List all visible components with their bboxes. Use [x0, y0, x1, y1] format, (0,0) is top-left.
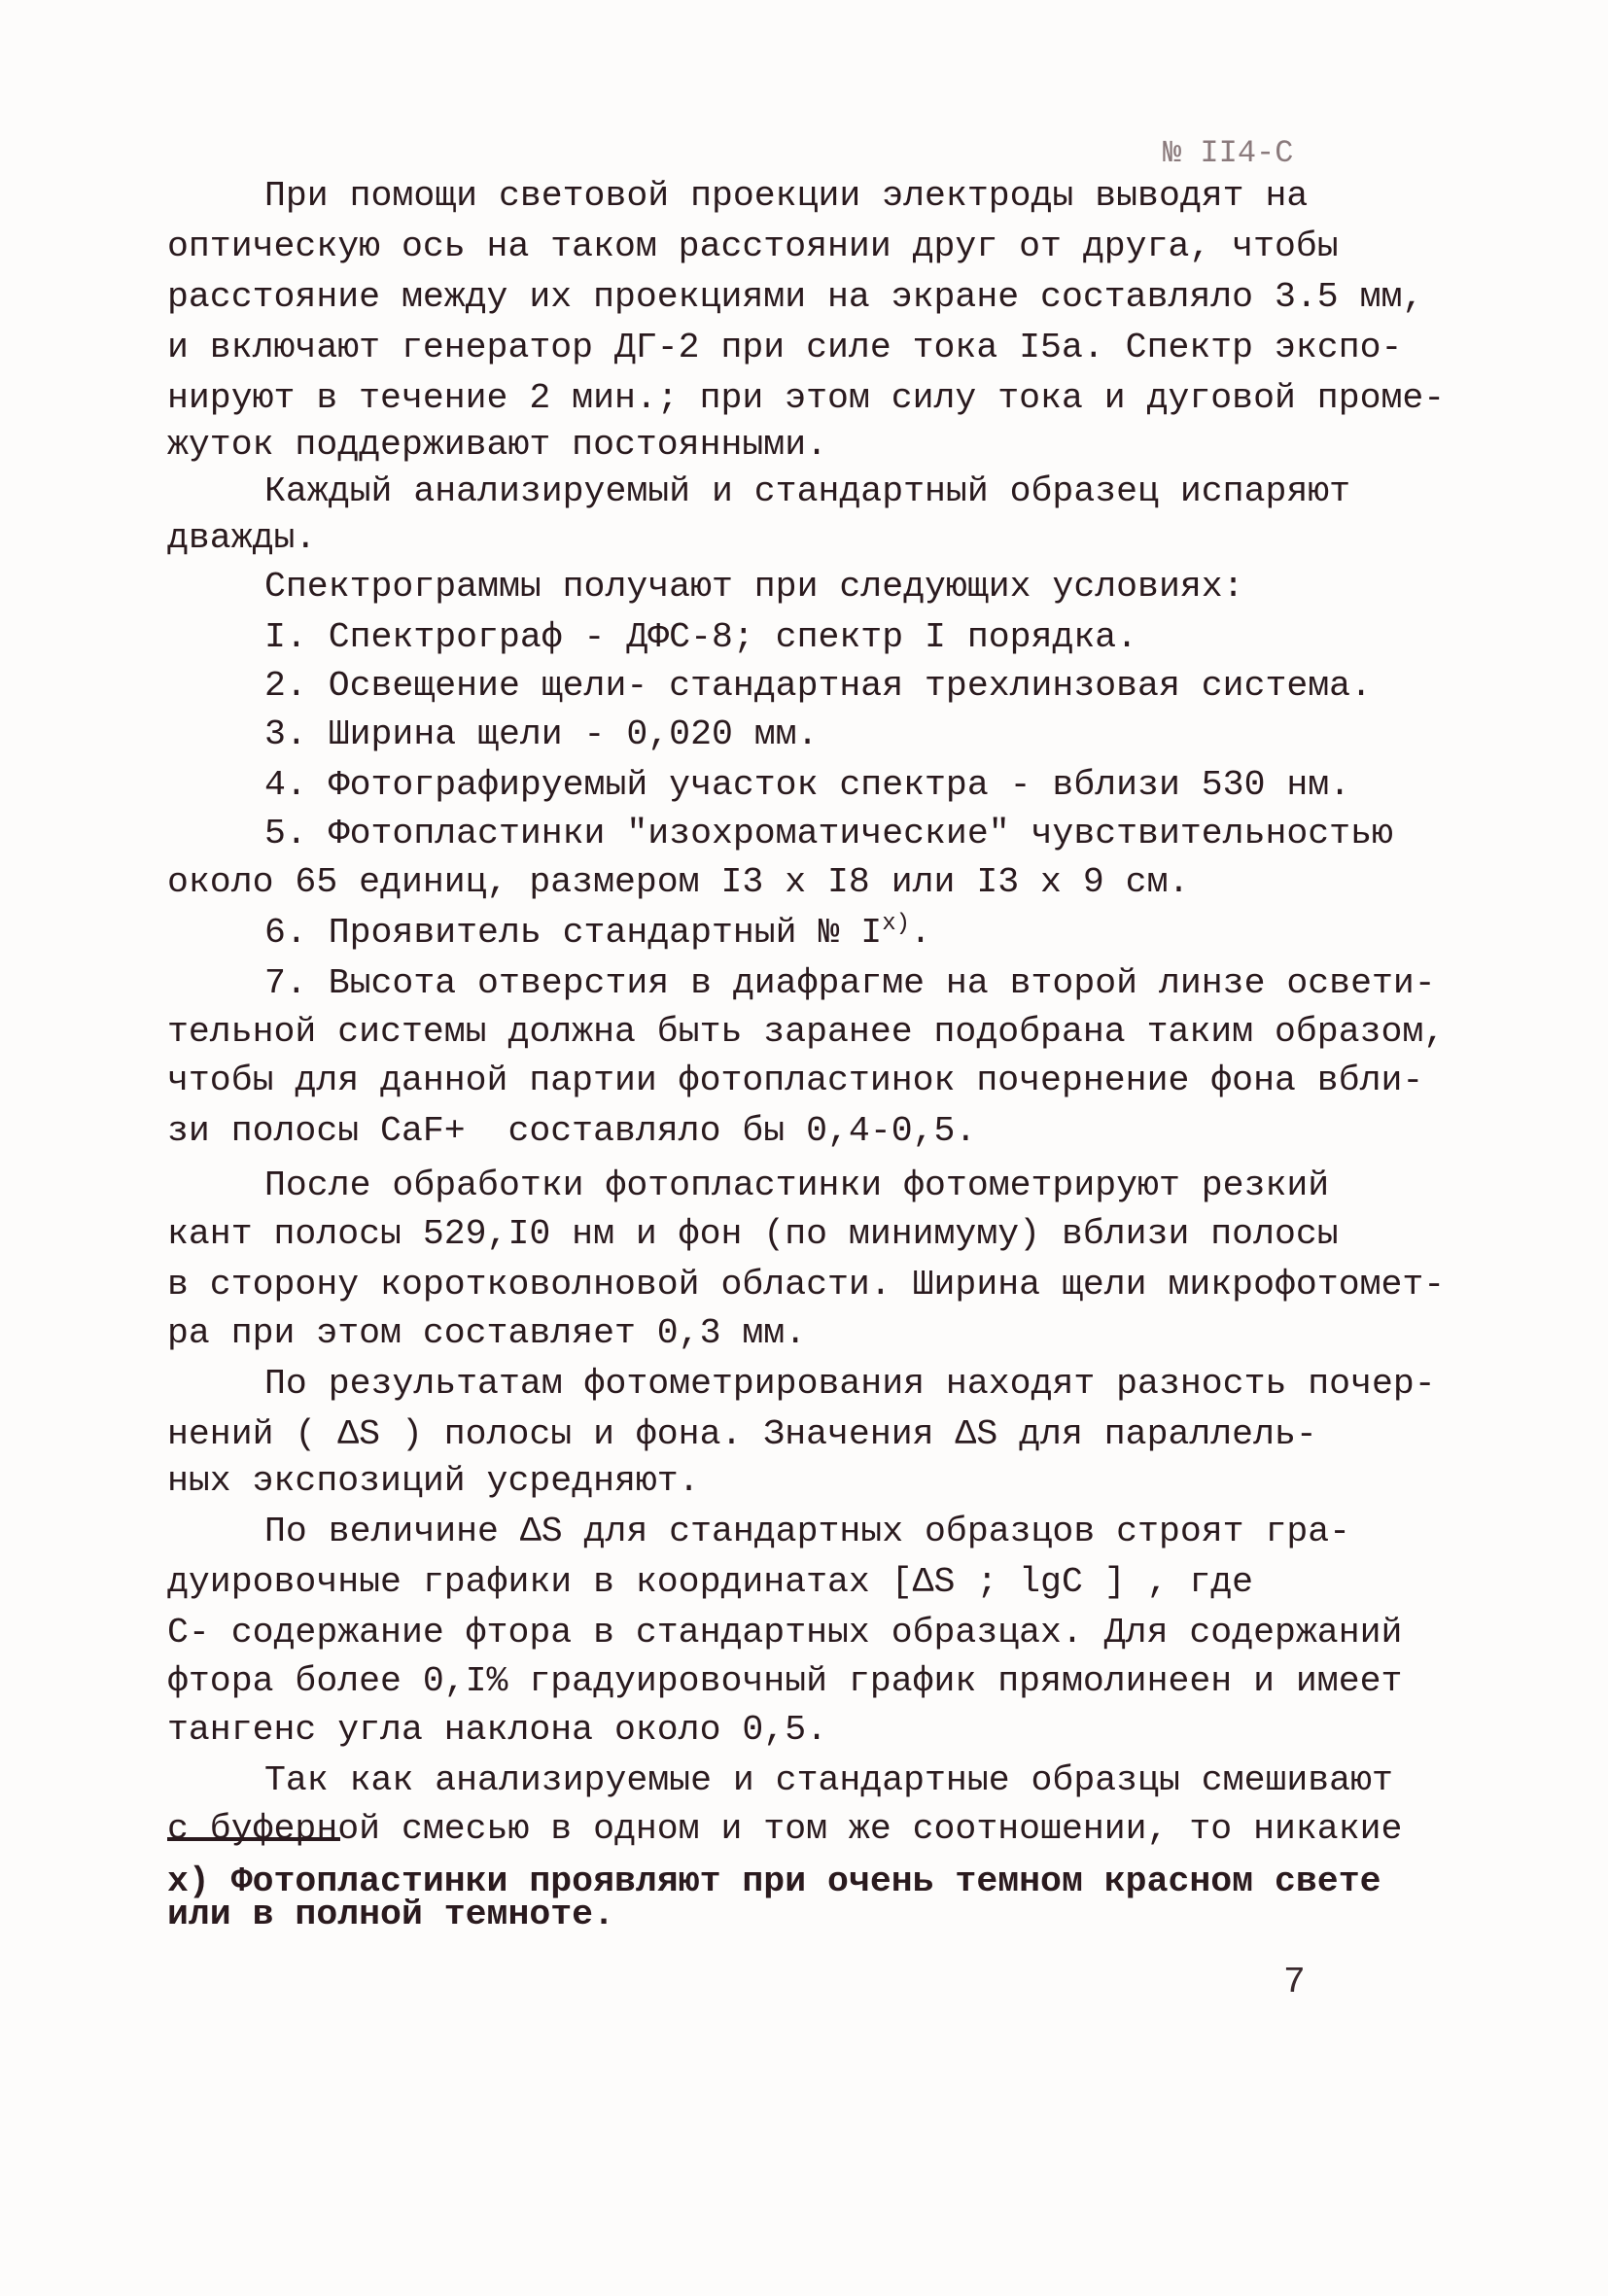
text-line: тельной системы должна быть заранее подобрана таким образом, — [167, 1012, 1446, 1052]
list-item: 5. Фотопластинки "изохроматические" чувствительностью — [264, 814, 1393, 853]
text-line: ра при этом составляет 0,3 мм. — [167, 1313, 807, 1353]
footnote-marker: x) — [882, 910, 911, 937]
text-line: кант полосы 529,I0 нм и фон (по минимуму) вблизи полосы — [167, 1214, 1339, 1254]
list-item: I. Спектрограф - ДФС-8; спектр I порядка. — [264, 617, 1138, 657]
document-code: № II4-C — [1163, 135, 1294, 171]
list-item: 7. Высота отверстия в диафрагме на второй линзе освети- — [264, 963, 1436, 1003]
text-line: Так как анализируемые и стандартные образцы смешивают — [264, 1760, 1393, 1800]
text-line: По результатам фотометрирования находят разность почер- — [264, 1364, 1436, 1404]
text-line: ных экспозиций усредняют. — [167, 1461, 700, 1501]
text-line: Спектрограммы получают при следующих условиях: — [264, 567, 1244, 607]
text-line: расстояние между их проекциями на экране составляло 3.5 мм, — [167, 277, 1424, 317]
footnote-divider — [167, 1837, 340, 1841]
text-line: фтора более 0,I% градуировочный график прямолинеен и имеет — [167, 1661, 1403, 1701]
text-line: нений ( ΔS ) полосы и фона. Значения ΔS для параллель- — [167, 1414, 1317, 1454]
text-line: Каждый анализируемый и стандартный образец испаряют — [264, 471, 1351, 511]
text-line: После обработки фотопластинки фотометрируют резкий — [264, 1165, 1330, 1205]
footnote-line: или в полной темноте. — [167, 1895, 614, 1934]
text-line: дважды. — [167, 518, 317, 558]
text-line: тангенс угла наклона около 0,5. — [167, 1710, 828, 1750]
footnote-line: x) Фотопластинки проявляют при очень темном красном свете — [167, 1861, 1381, 1901]
list-item: 2. Освещение щели- стандартная трехлинзовая система. — [264, 666, 1372, 706]
list-item: 3. Ширина щели - 0,020 мм. — [264, 714, 819, 754]
text-line: дуировочные графики в координатах [ΔS ; lgC ] , где — [167, 1562, 1254, 1602]
list-item: 4. Фотографируемый участок спектра - вблизи 530 нм. — [264, 765, 1351, 805]
text-line: По величине ΔS для стандартных образцов строят гра- — [264, 1512, 1351, 1551]
text-line: в сторону коротковолновой области. Ширина щели микрофотомет- — [167, 1265, 1446, 1305]
text-line: жуток поддерживают постоянными. — [167, 425, 828, 465]
text-line: с буферной смесью в одном и том же соотношении, то никакие — [167, 1809, 1403, 1849]
list-item: 6. Проявитель стандартный № $I^{x)}$. — [264, 910, 931, 953]
text-line: При помощи световой проекции электроды выводят на — [264, 176, 1309, 216]
text-line: и включают генератор ДГ-2 при силе тока I5а. Спектр экспо- — [167, 328, 1403, 367]
page-number: 7 — [1283, 1962, 1306, 2003]
text-line: зи полосы CaF+ составляло бы 0,4-0,5. — [167, 1111, 977, 1151]
text-line: оптическую ось на таком расстоянии друг от друга, чтобы — [167, 226, 1339, 266]
text-line: С- содержание фтора в стандартных образцах. Для содержаний — [167, 1613, 1403, 1652]
text-line: нируют в течение 2 мин.; при этом силу тока и дуговой проме- — [167, 378, 1446, 418]
text-line: около 65 единиц, размером I3 х I8 или I3 х 9 см. — [167, 862, 1190, 902]
text-line: чтобы для данной партии фотопластинок почернение фона вбли- — [167, 1061, 1424, 1100]
